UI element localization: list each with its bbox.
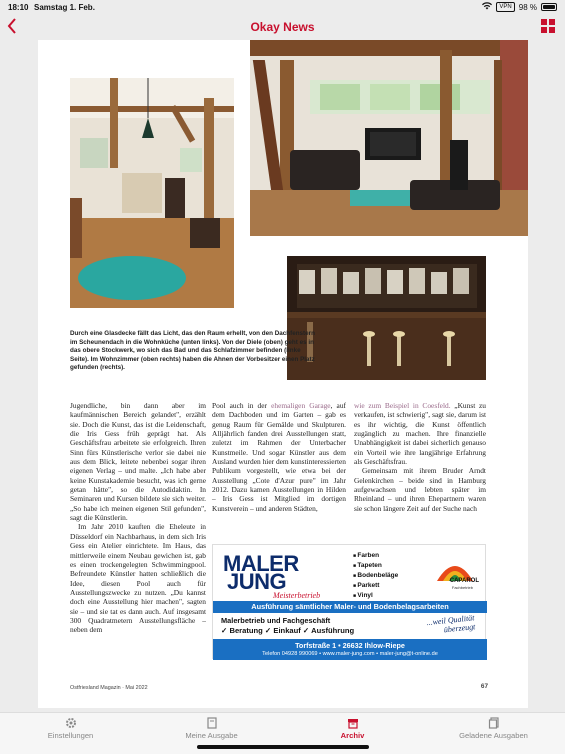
battery-icon (541, 3, 557, 11)
ad-name-line1: MALER (223, 551, 299, 576)
tab-meine-ausgabe[interactable] (141, 717, 282, 740)
status-date: Samstag 1. Feb. (34, 3, 95, 12)
tab-archiv[interactable] (282, 717, 423, 740)
highlight-text[interactable]: ehemaligen Garage (271, 401, 331, 410)
ad-firm: Malerbetrieb und Fachgeschäft (221, 616, 331, 625)
paragraph: Jugendliche, bin dann aber im kaufmännischen Bereich gelandet", erzählt sie. Doch die Kunst, das ist die Leidenschaft, die Iris Gess früh geprägt hat. Als Geschäftsfrau arbeitete sie erfolgreich. Ihren Sinn fürs Künstlerische verlor sie dabei nie aus dem Blick, leitete nebenbei sogar ihren eigenen Verlag – und malte. „Ich habe aber keine Kunstakademie besucht, was ich gerne getan hätte", so die Autodidaktin. In Seminaren und Kursen bildete sie sich weiter. „So habe ich meinen eigenen Stil gefunden", sagt die Künstlerin. (70, 401, 206, 523)
status-right (482, 2, 557, 12)
gear-icon (65, 717, 77, 729)
article-column-3 (354, 401, 486, 513)
ad-address: Torfstraße 1 • 26632 Ihlow-Riepe (295, 641, 405, 650)
ad-checks: ✓ Beratung ✓ Einkauf ✓ Ausführung (221, 626, 355, 635)
paragraph-text: Pool auch in der (212, 401, 272, 410)
grid-icon[interactable] (541, 19, 555, 33)
tab-label: Archiv (340, 731, 365, 740)
page-footer: Ostfriesland Magazin · Mai 2022 (70, 685, 148, 691)
tab-label: Meine Ausgabe (185, 731, 238, 740)
ad-brand-sub: Fachbetrieb (451, 585, 473, 590)
ad-header (213, 545, 487, 601)
home-indicator[interactable] (197, 745, 369, 749)
app-title: Okay News (250, 20, 315, 34)
status-time: 18:10 (8, 3, 29, 12)
tab-label: Geladene Ausgaben (459, 731, 528, 740)
paragraph-text: „Kunst zu verkaufen, ist schwierig", sagt sie, darum ist es ihr wichtig, die Kunst öffentlich zugänglich zu machen. Ihre finanzielle Unabhängigkeit ist dabei sicherlich genauso ein Vorteil wie ihre langjährige Erfahrung als Geschäftsfrau. (354, 401, 486, 467)
page-number: 67 (480, 683, 488, 690)
tab-einstellungen[interactable] (0, 717, 141, 740)
paragraph-text: , auf dem Dachboden und im Garten – gab es genug Raum für Gemälde und Skulpturen. Alljährlich fanden drei Ausstellungen statt, zuletzt im Rahmen der Unterbacher Kunstmeile. Und sogar Künstler aus dem Ausland wurden hier dem kunstinteressierten Publikum vorgestellt, wie etwa bei der Ausstellung „Cote d'Azur pure" im Jahr 2012. Dazu kamen Ausstellungen in Hilden – Iris Gess ist Mitglied im dortigen Kunstverein – und anderen Städten, (212, 401, 346, 513)
article-column-1 (70, 401, 206, 635)
wifi-icon (482, 2, 492, 12)
ad-band: Ausführung sämtlicher Maler- und Bodenbelagsarbeiten (213, 601, 487, 613)
ad-brand: CAPAROL (449, 578, 479, 584)
ad-name-line2: JUNG (227, 569, 287, 594)
article-column-2 (212, 401, 346, 513)
tab-label: Einstellungen (47, 731, 94, 740)
nav-bar (0, 14, 565, 40)
ad-service: ■ Parkett (353, 581, 398, 591)
photo-caption: Durch eine Glasdecke fällt das Licht, das den Raum erhellt, von den Dachfenstern im Scheunendach in die Wohnküche (unten links). Von der Diele (oben) geht es in das obere Stockwerk, wo sich das Bad und das Schlafzimmer befinden (linke Seite). Im Wohnzimmer (oben rechts) haben die Ahnen der Vorbesitzer einen Platz gefunden (rechts). (70, 330, 315, 372)
battery-text: 98 % (518, 2, 537, 12)
paragraph: Gemeinsam mit ihrem Bruder Arndt Gelenkirchen – beide sind in Hamburg aufgewachsen und lebten später im Rheinland – und ihren Ehepartnern waren sie schon längere Zeit auf der Suche nach (354, 466, 486, 513)
download-icon (488, 717, 500, 729)
photo-living-room (250, 40, 528, 236)
ad-contact: Telefon 04928 990069 • www.maler-jung.com • maler-jung@t-online.de (262, 651, 438, 657)
paragraph (354, 401, 486, 466)
photo-hallway (70, 78, 234, 308)
advertisement-maler-jung[interactable] (212, 544, 486, 659)
status-bar (0, 0, 565, 14)
ad-subtitle: Meisterbetrieb (273, 591, 321, 600)
paragraph: Im Jahr 2010 kauften die Eheleute in Düsseldorf ein Nachbarhaus, in dem sich Iris Gess ein Atelier einrichtete. Im Haus, das mittlerweile einem Neubau gewichen ist, gab es einen trockengelegten Schwimmingpool. Befreundete Künstler hatten schließlich die Idee, diesen Pool auch für Ausstellungszwecke zu nutzen. „Du kannst doch eine Ausstellung hier machen", sagten sie – und sie tat es dann auch. Auf insgesamt 300 Quadratmetern Ausstellungsfläche – neben dem (70, 522, 206, 635)
ad-service: ■ Tapeten (353, 561, 398, 571)
tab-geladene-ausgaben[interactable] (423, 717, 564, 740)
vpn-badge: VPN (496, 2, 514, 12)
ad-service: ■ Vinyl (353, 591, 398, 601)
ad-services (353, 551, 398, 601)
archive-icon (347, 717, 359, 729)
book-icon (206, 717, 218, 729)
ad-slogan: ...weil Qualität überzeugt (426, 613, 476, 635)
highlight-text[interactable]: wie zum Beispiel in Coesfeld. (354, 401, 451, 410)
ad-service: ■ Bodenbeläge (353, 571, 398, 581)
magazine-page[interactable] (38, 40, 528, 708)
paragraph (212, 401, 346, 513)
ad-service: ■ Farben (353, 551, 398, 561)
ad-footer (213, 639, 487, 660)
